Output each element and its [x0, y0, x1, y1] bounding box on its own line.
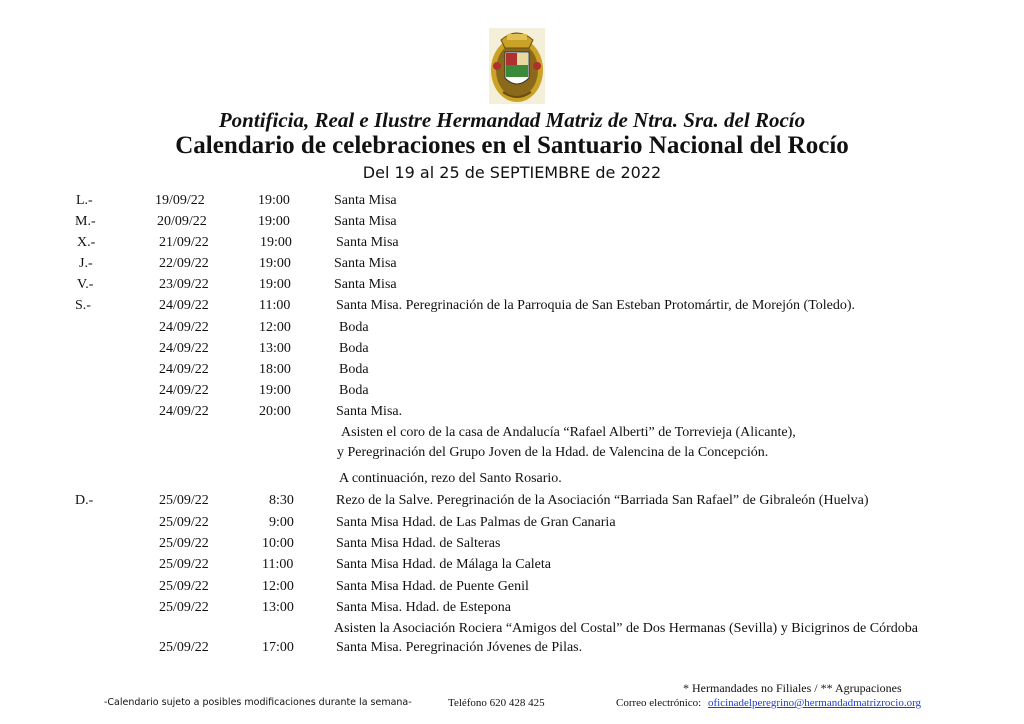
- date-cell: 22/09/22: [159, 256, 209, 271]
- time-cell: 13:00: [262, 600, 294, 615]
- event-cell: Santa Misa: [334, 256, 397, 271]
- event-cell: Boda: [339, 320, 369, 335]
- page-title: Calendario de celebraciones en el Santuario Nacional del Rocío: [175, 132, 849, 159]
- date-cell: 25/09/22: [159, 640, 209, 655]
- time-cell: 19:00: [258, 193, 290, 208]
- date-cell: 24/09/22: [159, 383, 209, 398]
- event-note: A continuación, rezo del Santo Rosario.: [339, 471, 562, 486]
- day-cell: V.-: [77, 277, 94, 292]
- date-cell: 24/09/22: [159, 298, 209, 313]
- time-cell: 19:00: [259, 256, 291, 271]
- event-cell: Santa Misa. Peregrinación de la Parroquia de San Esteban Protomártir, de Morejón (Toledo).: [336, 298, 856, 313]
- event-cell: Santa Misa Hdad. de Puente Genil: [336, 579, 529, 594]
- event-cell: Boda: [339, 383, 369, 398]
- day-cell: D.-: [75, 493, 94, 508]
- time-cell: 19:00: [259, 277, 291, 292]
- day-cell: L.-: [76, 193, 93, 208]
- date-cell: 25/09/22: [159, 493, 209, 508]
- date-cell: 25/09/22: [159, 579, 209, 594]
- event-cell: Santa Misa Hdad. de Salteras: [336, 536, 501, 551]
- time-cell: 12:00: [259, 320, 291, 335]
- date-range: Del 19 al 25 de SEPTIEMBRE de 2022: [362, 163, 662, 182]
- time-cell: 11:00: [262, 557, 294, 572]
- event-cell: Santa Misa: [334, 214, 397, 229]
- event-cell: Rezo de la Salve. Peregrinación de la Asociación “Barriada San Rafael” de Gibraleón (Huelva): [336, 493, 869, 508]
- event-cell: Santa Misa: [334, 193, 397, 208]
- subtitle: Pontificia, Real e Ilustre Hermandad Matriz de Ntra. Sra. del Rocío: [218, 108, 806, 132]
- time-cell: 19:00: [259, 383, 291, 398]
- date-cell: 24/09/22: [159, 320, 209, 335]
- footer-disclaimer: -Calendario sujeto a posibles modificaciones durante la semana-: [104, 697, 412, 708]
- date-cell: 21/09/22: [159, 235, 209, 250]
- footer-phone: Teléfono 620 428 425: [448, 697, 545, 709]
- time-cell: 9:00: [269, 515, 294, 530]
- event-cell: Santa Misa.: [336, 404, 403, 419]
- time-cell: 13:00: [259, 341, 291, 356]
- event-cell: Santa Misa Hdad. de Málaga la Caleta: [336, 557, 551, 572]
- day-cell: S.-: [75, 298, 91, 313]
- date-cell: 24/09/22: [159, 341, 209, 356]
- event-cell: Santa Misa. Peregrinación Jóvenes de Pilas.: [336, 640, 583, 655]
- date-cell: 24/09/22: [159, 362, 209, 377]
- time-cell: 11:00: [259, 298, 291, 313]
- date-cell: 25/09/22: [159, 536, 209, 551]
- event-cell: Boda: [339, 341, 369, 356]
- event-cell: Santa Misa. Hdad. de Estepona: [336, 600, 511, 615]
- event-cell: Santa Misa: [334, 277, 397, 292]
- event-cell: Santa Misa: [336, 235, 399, 250]
- event-note: Asisten la Asociación Rociera “Amigos del Costal” de Dos Hermanas (Sevilla) y Bicigrinos de Córdoba: [334, 621, 918, 636]
- day-cell: M.-: [75, 214, 96, 229]
- time-cell: 19:00: [258, 214, 290, 229]
- crest-logo: [487, 26, 547, 106]
- time-cell: 10:00: [262, 536, 294, 551]
- footer-email-label: Correo electrónico:: [616, 697, 702, 709]
- event-cell: Santa Misa Hdad. de Las Palmas de Gran Canaria: [336, 515, 616, 530]
- date-cell: 25/09/22: [159, 557, 209, 572]
- legend: * Hermandades no Filiales / ** Agrupaciones: [683, 681, 902, 695]
- footer-email-link[interactable]: oficinadelperegrino@hermandadmatrizrocio.org: [708, 697, 922, 709]
- day-cell: J.-: [79, 256, 93, 271]
- date-cell: 23/09/22: [159, 277, 209, 292]
- time-cell: 8:30: [269, 493, 294, 508]
- day-cell: X.-: [77, 235, 96, 250]
- time-cell: 19:00: [260, 235, 292, 250]
- date-cell: 25/09/22: [159, 515, 209, 530]
- event-cell: Boda: [339, 362, 369, 377]
- date-cell: 25/09/22: [159, 600, 209, 615]
- date-cell: 19/09/22: [155, 193, 205, 208]
- time-cell: 17:00: [262, 640, 294, 655]
- date-cell: 24/09/22: [159, 404, 209, 419]
- time-cell: 20:00: [259, 404, 291, 419]
- time-cell: 12:00: [262, 579, 294, 594]
- event-note: Asisten el coro de la casa de Andalucía “Rafael Alberti” de Torrevieja (Alicante),: [341, 425, 796, 440]
- event-note: y Peregrinación del Grupo Joven de la Hdad. de Valencina de la Concepción.: [337, 445, 769, 460]
- time-cell: 18:00: [259, 362, 291, 377]
- date-cell: 20/09/22: [157, 214, 207, 229]
